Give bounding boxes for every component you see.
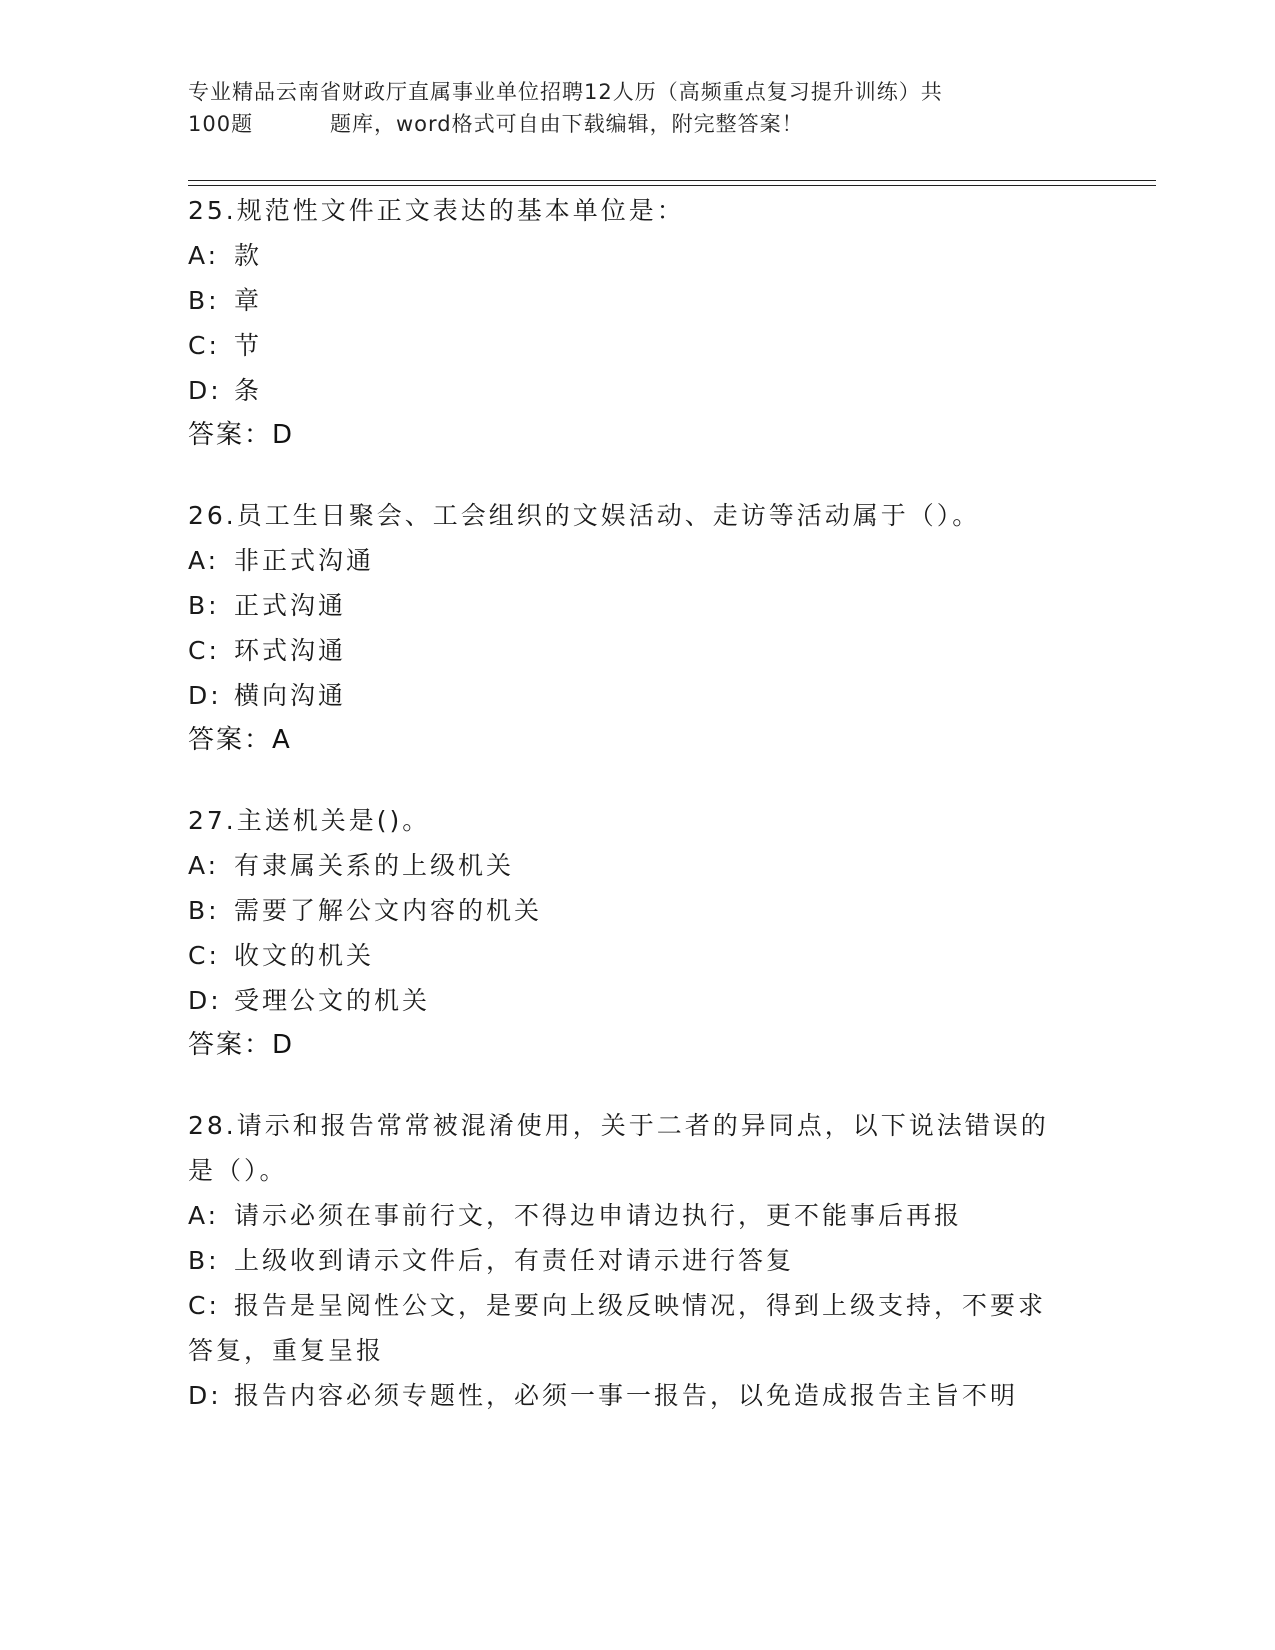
option-letter: C: [188, 636, 220, 665]
option-b [188, 278, 1088, 323]
option-b [188, 888, 1088, 933]
question-text: 27.主送机关是()。 [188, 806, 431, 835]
option-b [188, 583, 1088, 628]
option-text: 条 [234, 376, 263, 405]
option-a [188, 1193, 1088, 1238]
option-text: 非正式沟通 [234, 546, 375, 575]
question-26 [188, 493, 1088, 763]
option-letter: B: [188, 896, 220, 925]
header-description: 题库，word格式可自由下载编辑，附完整答案！ [330, 112, 804, 136]
option-a [188, 233, 1088, 278]
option-letter: C: [188, 331, 220, 360]
option-c-continued: 答复，重复呈报 [188, 1336, 385, 1365]
option-text: 报告内容必须专题性，必须一事一报告，以免造成报告主旨不明 [234, 1381, 1019, 1410]
option-text: 收文的机关 [234, 941, 375, 970]
option-letter: D: [188, 1381, 222, 1410]
option-text: 正式沟通 [234, 591, 347, 620]
option-text: 横向沟通 [234, 681, 347, 710]
option-b [188, 1238, 1088, 1283]
question-27 [188, 798, 1088, 1068]
question-text-line-2: 是（）。 [188, 1156, 288, 1185]
option-text: 需要了解公文内容的机关 [234, 896, 543, 925]
option-d [188, 673, 1088, 718]
header-divider-bottom [188, 185, 1156, 186]
option-letter: A: [188, 1201, 220, 1230]
option-c [188, 1283, 1088, 1328]
question-text: 26.员工生日聚会、工会组织的文娱活动、走访等活动属于（）。 [188, 501, 981, 530]
option-letter: B: [188, 286, 220, 315]
option-a [188, 538, 1088, 583]
option-c [188, 323, 1088, 368]
option-c [188, 628, 1088, 673]
option-letter: B: [188, 1246, 220, 1275]
header-line-1: 专业精品云南省财政厅直属事业单位招聘12人历（高频重点复习提升训练）共 [188, 80, 943, 104]
question-25 [188, 188, 1088, 458]
option-letter: D: [188, 986, 222, 1015]
option-text: 有隶属关系的上级机关 [234, 851, 515, 880]
option-letter: A: [188, 241, 220, 270]
header-question-count: 100题 [188, 112, 254, 136]
option-text: 请示必须在事前行文，不得边申请边执行，更不能事后再报 [234, 1201, 963, 1230]
answer: 答案：D [188, 420, 295, 450]
question-28 [188, 1103, 1088, 1418]
option-c [188, 933, 1088, 978]
option-letter: D: [188, 681, 222, 710]
option-d [188, 368, 1088, 413]
option-letter: C: [188, 1291, 220, 1320]
option-letter: D: [188, 376, 222, 405]
option-letter: A: [188, 851, 220, 880]
option-d [188, 978, 1088, 1023]
option-letter: B: [188, 591, 220, 620]
question-text-line-1: 28.请示和报告常常被混淆使用，关于二者的异同点，以下说法错误的 [188, 1111, 1049, 1140]
answer: 答案：D [188, 1030, 295, 1060]
option-text: 报告是呈阅性公文，是要向上级反映情况，得到上级支持，不要求 [234, 1291, 1047, 1320]
option-text: 章 [234, 286, 263, 315]
option-a [188, 843, 1088, 888]
option-text: 受理公文的机关 [234, 986, 431, 1015]
question-text: 25.规范性文件正文表达的基本单位是： [188, 196, 685, 225]
option-text: 节 [234, 331, 263, 360]
answer: 答案：A [188, 725, 292, 755]
option-text: 款 [234, 241, 263, 270]
option-letter: C: [188, 941, 220, 970]
header-divider-top [188, 180, 1156, 181]
header-line-2 [188, 108, 1068, 140]
option-letter: A: [188, 546, 220, 575]
option-d [188, 1373, 1088, 1418]
document-header [188, 76, 1068, 140]
option-text: 环式沟通 [234, 636, 347, 665]
option-text: 上级收到请示文件后，有责任对请示进行答复 [234, 1246, 795, 1275]
